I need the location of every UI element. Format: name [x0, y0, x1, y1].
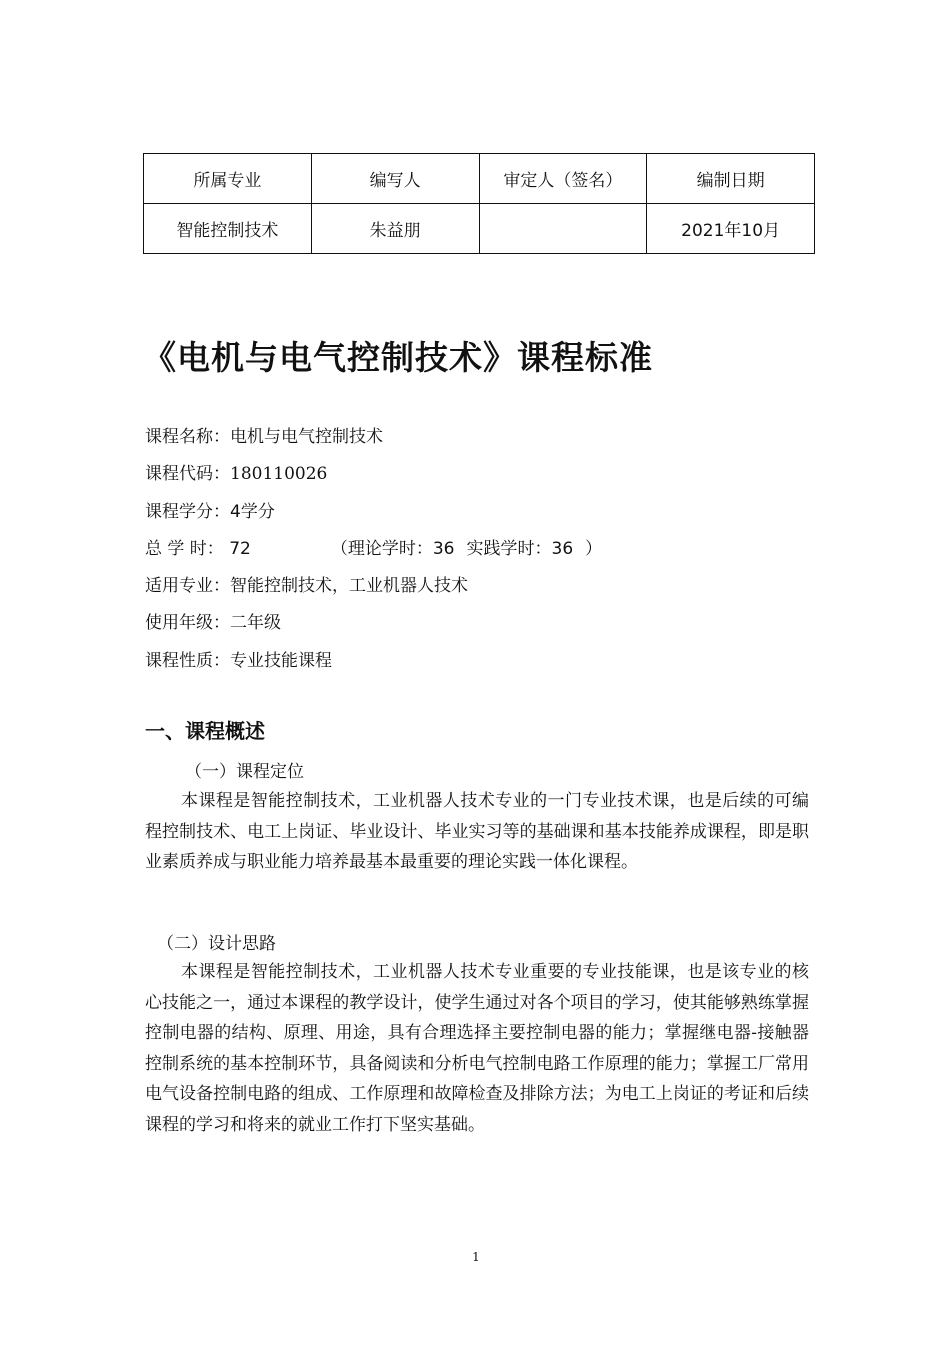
info-label: 课程代码： — [145, 464, 230, 485]
value-major: 智能控制技术 — [144, 204, 312, 254]
value-author: 朱益朋 — [311, 204, 479, 254]
info-label: 适用专业： — [145, 576, 230, 597]
info-value: 专业技能课程 — [230, 650, 332, 671]
info-nature — [145, 647, 602, 684]
section-heading-overview: 一、课程概述 — [145, 719, 265, 743]
header-reviewer: 审定人（签名） — [479, 154, 647, 204]
info-course-name — [145, 423, 602, 460]
document-title: 《电机与电气控制技术》课程标准 — [143, 338, 653, 377]
info-value: 二年级 — [230, 613, 281, 634]
table-header-row — [144, 154, 815, 204]
info-label: 使用年级： — [145, 613, 230, 634]
hours-theory: （理论学时：36 — [330, 538, 455, 559]
hours-practice: 实践学时：36 — [466, 538, 574, 559]
subsection-title-design: （二）设计思路 — [157, 934, 276, 954]
paragraph-design: 本课程是智能控制技术，工业机器人技术专业重要的专业技能课，也是该专业的核心技能之一，通过本课程的教学设计，使学生通过对各个项目的学习，使其能够熟练掌握控制电器的结构、原理、用途，具有合理选择主要控制电器的能力；掌握继电器-接触器控制系统的基本控制环节，具备阅读和分析电气控制电路工作原理的能力；掌握工厂常用电气设备控制电路的组成、工作原理和故障检查及排除方法；为电工上岗证的考证和后续课程的学习和将来的就业工作打下坚实基础。 — [145, 962, 809, 1135]
info-label: 总 学 时： — [145, 538, 224, 559]
info-major — [145, 572, 602, 609]
info-label: 课程学分： — [145, 501, 230, 522]
info-label: 课程名称： — [145, 427, 230, 447]
info-value: 180110026 — [230, 464, 328, 485]
page-number: 1 — [472, 1250, 480, 1264]
info-credits — [145, 498, 602, 535]
header-major: 所属专业 — [144, 154, 312, 204]
subsection-title-positioning: （一）课程定位 — [185, 762, 304, 782]
info-value: 电机与电气控制技术 — [230, 427, 383, 447]
paragraph-positioning: 本课程是智能控制技术，工业机器人技术专业的一门专业技术课，也是后续的可编程控制技术、电工上岗证、毕业设计、毕业实习等的基础课和基本技能养成课程，即是职业素质养成与职业能力培养最基本最重要的理论实践一体化课程。 — [145, 791, 809, 872]
info-hours — [145, 535, 602, 572]
info-value: 72 — [229, 538, 251, 559]
table-value-row — [144, 204, 815, 254]
header-author: 编写人 — [311, 154, 479, 204]
info-grade — [145, 609, 602, 646]
hours-close: ） — [585, 538, 603, 559]
value-date: 2021年10月 — [647, 204, 815, 254]
info-value: 智能控制技术，工业机器人技术 — [230, 576, 468, 597]
value-reviewer — [479, 204, 647, 254]
info-label: 课程性质： — [145, 650, 230, 671]
info-value: 4学分 — [230, 501, 275, 522]
info-course-code — [145, 460, 602, 497]
course-meta-table — [143, 153, 815, 254]
course-info — [145, 423, 602, 684]
header-date: 编制日期 — [647, 154, 815, 204]
